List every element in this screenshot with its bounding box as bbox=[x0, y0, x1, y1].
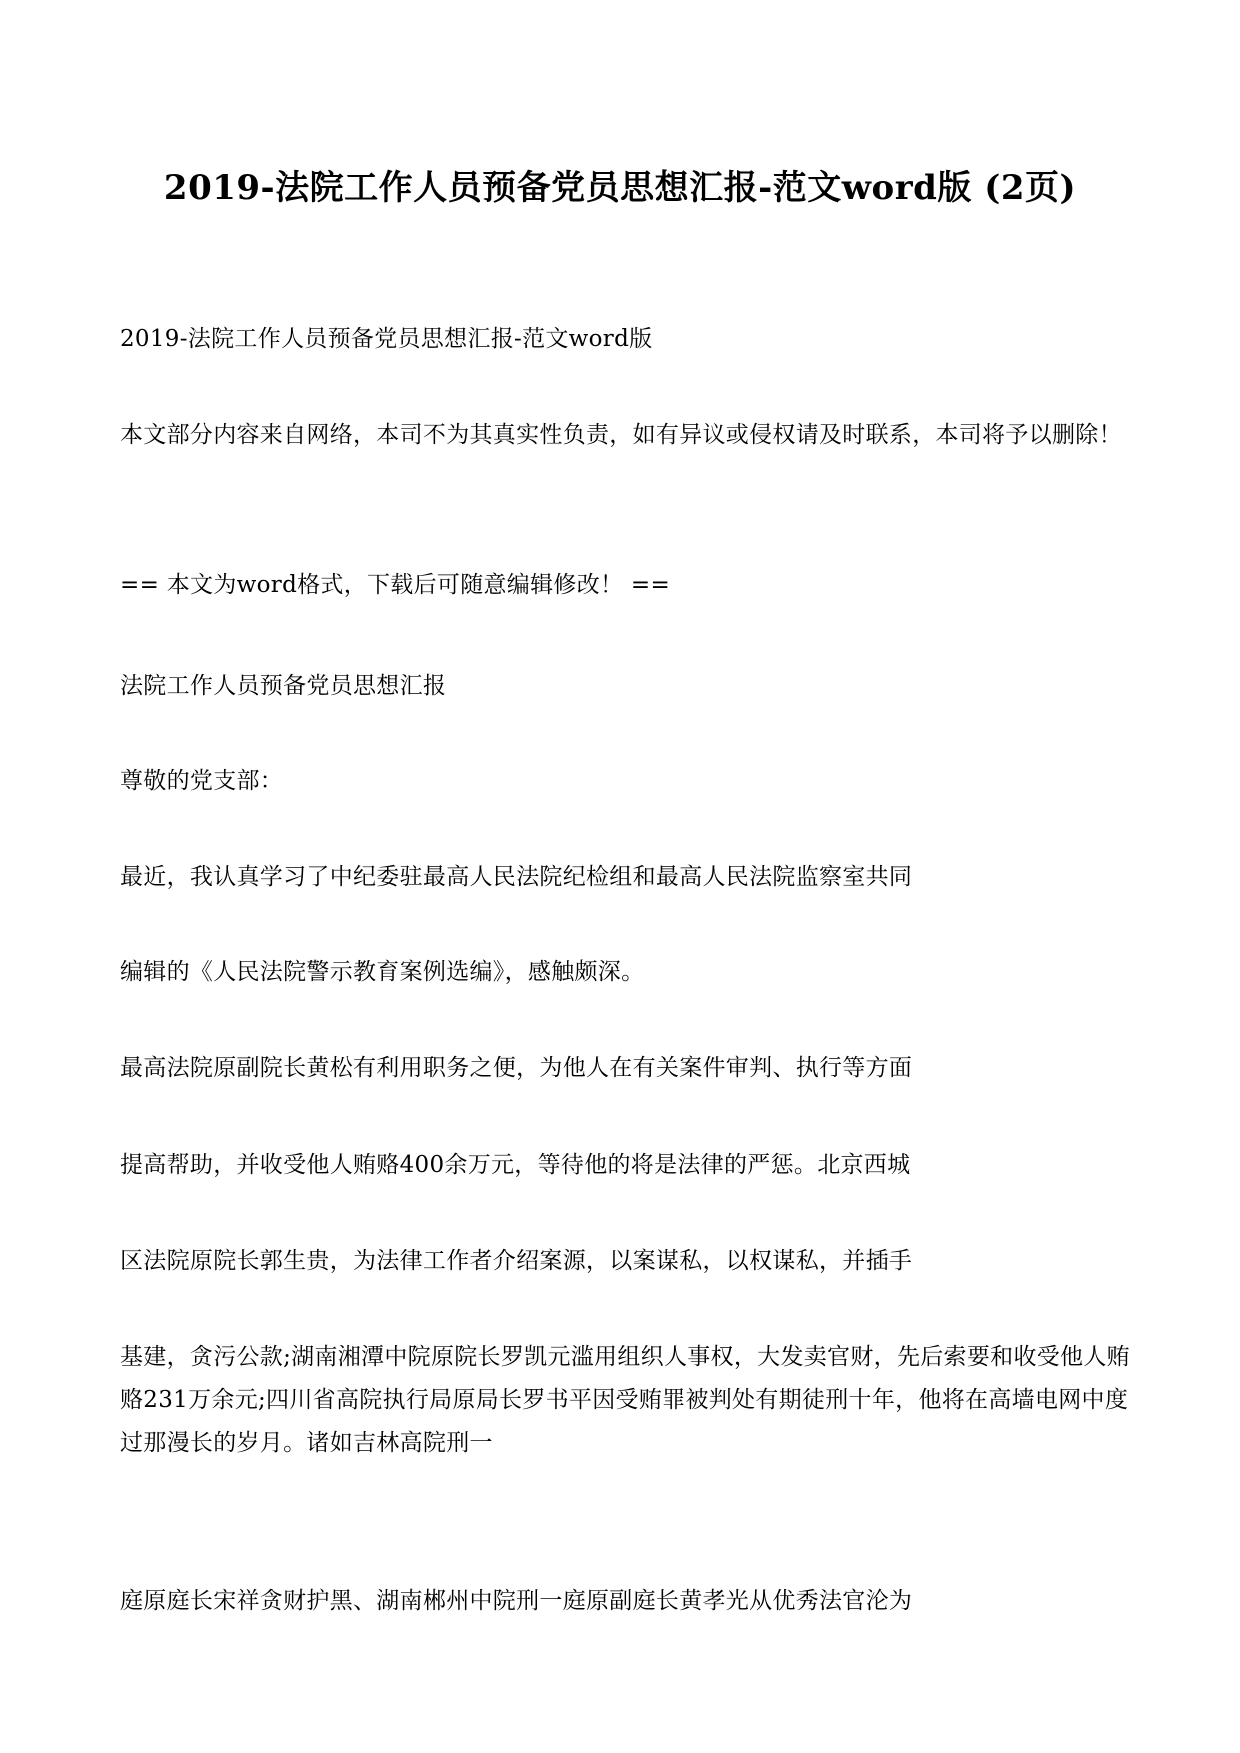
body-paragraph: 最高法院原副院长黄松有利用职务之便，为他人在有关案件审判、执行等方面 bbox=[120, 1055, 913, 1081]
disclaimer-paragraph: 本文部分内容来自网络，本司不为其真实性负责，如有异议或侵权请及时联系，本司将予以删除！ bbox=[120, 422, 1122, 448]
body-paragraph: 庭原庭长宋祥贪财护黑、湖南郴州中院刑一庭原副庭长黄孝光从优秀法官沦为 bbox=[120, 1588, 913, 1614]
body-paragraph: 提高帮助，并收受他人贿赂400余万元，等待他的将是法律的严惩。北京西城 bbox=[120, 1152, 911, 1178]
document-title: 2019-法院工作人员预备党员思想汇报-范文word版 (2页) bbox=[163, 168, 1077, 208]
body-paragraph: 编辑的《人民法院警示教育案例选编》，感触颇深。 bbox=[120, 959, 645, 985]
salutation: 尊敬的党支部： bbox=[120, 768, 284, 794]
section-heading: 法院工作人员预备党员思想汇报 bbox=[120, 673, 447, 699]
document-subtitle: 2019-法院工作人员预备党员思想汇报-范文word版 bbox=[120, 326, 653, 352]
format-note: == 本文为word格式，下载后可随意编辑修改！ == bbox=[120, 572, 671, 598]
body-paragraph: 区法院原院长郭生贵，为法律工作者介绍案源，以案谋私，以权谋私，并插手 bbox=[120, 1248, 913, 1274]
body-paragraph: 基建，贪污公款;湖南湘潭中院原院长罗凯元滥用组织人事权，大发卖官财，先后索要和收受他人贿赂231万余元;四川省高院执行局原局长罗书平因受贿罪被判处有期徒刑十年，他将在高墙电网中度过那漫长的岁月。诸如吉林高院刑一 bbox=[120, 1344, 1130, 1456]
body-paragraph: 最近，我认真学习了中纪委驻最高人民法院纪检组和最高人民法院监察室共同 bbox=[120, 864, 913, 890]
